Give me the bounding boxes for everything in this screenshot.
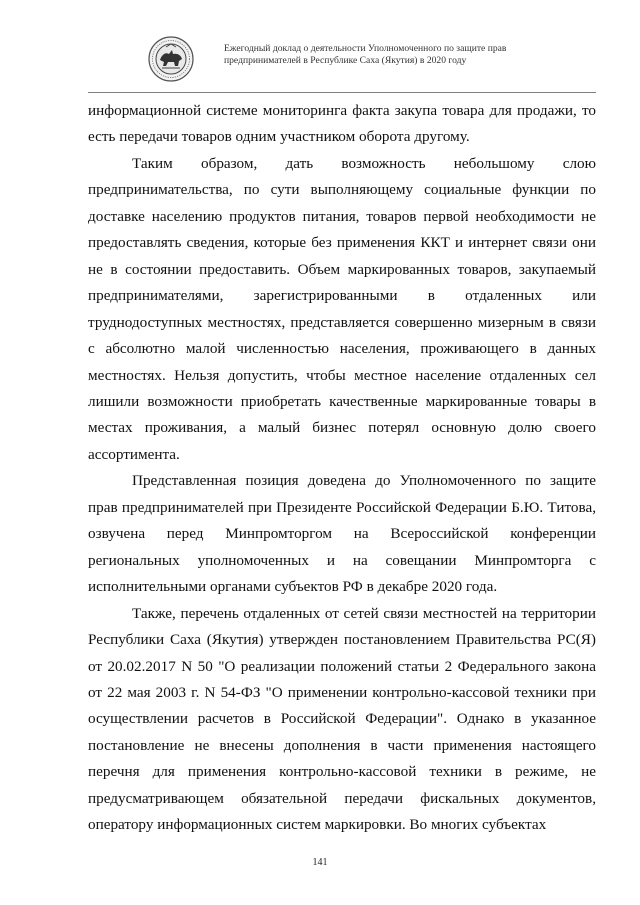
header-line-2: предпринимателей в Республике Саха (Якутия) в 2020 году bbox=[224, 55, 467, 66]
paragraph: Также, перечень отдаленных от сетей связи местностей на территории Республики Саха (Якутия) утвержден постановлением Правительства РС(Я) от 20.02.2017 N 50 "О реализации положений статьи 2 Федерального закона от 22 мая 2003 г. N 54-ФЗ "О применении контрольно-кассовой техники при осуществлении расчетов в Российской Федерации". Однако в указанное постановление не внесены дополнения в части применения настоящего перечня для применения контрольно-кассовой техники в режиме, не предусматривающем обязательной передачи фискальных документов, оператору информационных систем маркировки. Во многих субъектах bbox=[88, 604, 596, 834]
header-divider bbox=[88, 92, 596, 93]
paragraph: Представленная позиция доведена до Уполномоченного по защите прав предпринимателей при Президенте Российской Федерации Б.Ю. Титова, озвучена перед Минпромторгом на Всероссийской конференции региональных уполномоченных и на совещании Минпромторга с исполнительными органами субъектов РФ в декабре 2020 года. bbox=[88, 472, 596, 596]
header-text bbox=[224, 43, 584, 67]
header-line-1: Ежегодный доклад о деятельности Уполномоченного по защите прав bbox=[224, 43, 507, 54]
page-header bbox=[148, 30, 588, 90]
coat-of-arms-emblem bbox=[148, 36, 194, 82]
paragraph: Таким образом, дать возможность небольшому слою предпринимательства, по сути выполняющему социальные функции по доставке населению продуктов питания, товаров первой необходимости не предоставлять сведения, которые без применения ККТ и интернет связи они не в состоянии предоставить. Объем маркированных товаров, закупаемый предпринимателями, зарегистрированными в отдаленных или труднодоступных местностях, представляется совершенно мизерным в связи с абсолютно малой численностью населения, проживающего в данных местностях. Нельзя допустить, чтобы местное население отдаленных сел лишили возможности приобретать качественные маркированные товары в местах проживания, а малый бизнес потерял основную долю своего ассортимента. bbox=[88, 154, 596, 463]
body-text bbox=[88, 98, 596, 839]
paragraph: информационной системе мониторинга факта закупа товара для продажи, то есть передачи товаров одним участником оборота другому. bbox=[88, 102, 596, 146]
page-number: 141 bbox=[312, 857, 328, 868]
